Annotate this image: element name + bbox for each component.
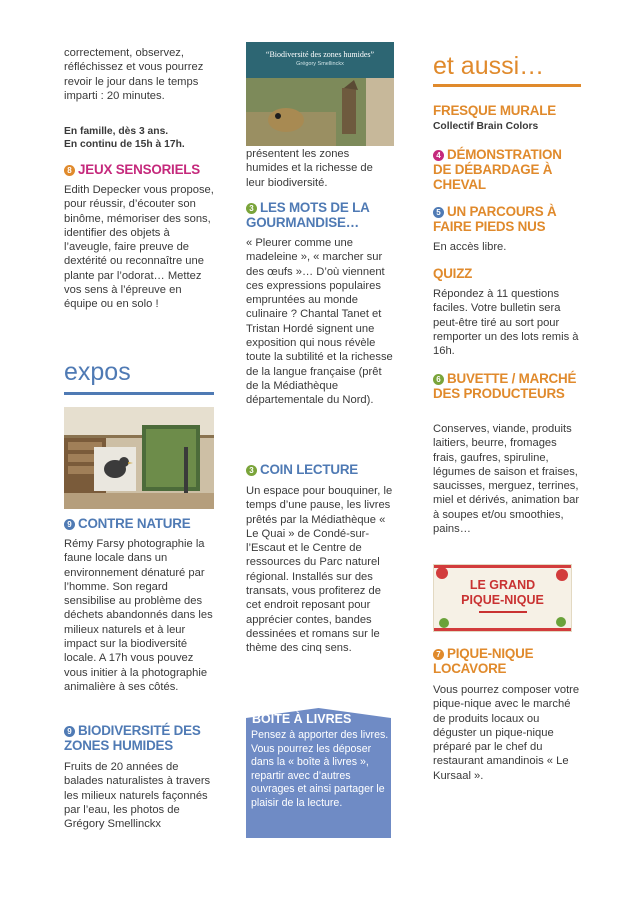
- banner-line2: PIQUE-NIQUE: [461, 593, 544, 607]
- coin-lecture-heading: [246, 462, 396, 477]
- jeux-heading: [64, 162, 224, 177]
- contre-nature-text: Rémy Farsy photographie la faune locale dans un environnement dénaturé par l’homme. Son regard sensibilise au problème des déchets abandonnés dans les milieux naturels et à leur impact sur la biodiversité locale. A 17h vous pouvez vous initier à la photographie animalière à ses côtés.: [64, 538, 213, 693]
- pique-nique-heading: [433, 646, 581, 676]
- banner-underline: [479, 611, 527, 613]
- number-badge: 5: [433, 207, 444, 218]
- expos-title: expos: [64, 358, 131, 386]
- continu-note: En continu de 15h à 17h.: [64, 139, 185, 150]
- mots-heading: [246, 200, 396, 230]
- et-aussi-rule: [433, 84, 581, 87]
- pique-nique-title: PIQUE-NIQUE LOCAVORE: [433, 646, 534, 676]
- contre-nature-heading: [64, 516, 224, 531]
- parcours-heading: [433, 204, 581, 234]
- number-badge: 7: [433, 649, 444, 660]
- boite-a-livres-title: BOÎTE À LIVRES: [252, 712, 352, 726]
- jeux-title: JEUX SENSORIELS: [78, 162, 201, 177]
- biodiversite-heading: [64, 723, 224, 753]
- parcours-title: UN PARCOURS À FAIRE PIEDS NUS: [433, 204, 557, 234]
- intro-text: correctement, observez, réfléchissez et vous pourrez revoir le jour dans le temps imparti : 20 minutes.: [64, 47, 204, 102]
- biodiversite-text: Fruits de 20 années de balades naturalistes à travers les milieux naturels façonnés par l’eau, les photos de Grégory Smellinckx: [64, 761, 211, 831]
- famille-note: En famille, dès 3 ans.: [64, 126, 169, 137]
- number-badge: 3: [246, 203, 257, 214]
- gallery-photo: [64, 407, 214, 509]
- parcours-text: En accès libre.: [433, 241, 507, 253]
- expos-rule: [64, 392, 214, 395]
- quizz-text: Répondez à 11 questions faciles. Votre bulletin sera peut-être tiré au sort pour remporter un des lots remis à 16h.: [433, 288, 579, 358]
- jeux-text: Edith Depecker vous propose, pour réussir, d’écouter son binôme, mémoriser des sons, identifier des objets à l’aveugle, faire preuve de dextérité ou reconnaître une plante par l’odorat… Mettez vos sens à l’épreuve en équipe ou en solo !: [64, 184, 214, 311]
- book-cover-title: “Biodiversité des zones humides”: [265, 50, 375, 59]
- mots-title: LES MOTS DE LA GOURMANDISE…: [246, 200, 370, 230]
- biodiversite-title: BIODIVERSITÉ DES ZONES HUMIDES: [64, 723, 201, 753]
- debardage-title: DÉMONSTRATION DE DÉBARDAGE À CHEVAL: [433, 147, 562, 192]
- book-cover: [246, 42, 394, 146]
- number-badge: 9: [64, 726, 75, 737]
- number-badge: 3: [246, 465, 257, 476]
- banner-line1: LE GRAND: [469, 578, 536, 592]
- et-aussi-title: et aussi…: [433, 52, 545, 80]
- fresque-title: FRESQUE MURALE: [433, 103, 556, 118]
- contre-nature-title: CONTRE NATURE: [78, 516, 191, 531]
- fresque-sub: Collectif Brain Colors: [433, 121, 539, 132]
- coin-lecture-title: COIN LECTURE: [260, 462, 359, 477]
- buvette-title: BUVETTE / MARCHÉ DES PRODUCTEURS: [433, 371, 577, 401]
- gallery-illustration: [64, 407, 214, 509]
- boite-a-livres-text: Pensez à apporter des livres. Vous pourrez les déposer dans la « boîte à livres », repartir avec d’autres ouvrages et ainsi partager le plaisir de la lecture.: [251, 729, 389, 809]
- number-badge: 8: [64, 165, 75, 176]
- zones-humides-continued: présentent les zones humides et la richesse de leur biodiversité.: [246, 148, 373, 189]
- book-cover-subtitle: Grégory Smellinckx: [296, 61, 344, 67]
- coin-lecture-text: Un espace pour bouquiner, le temps d’une pause, les livres prêtés par la Médiathèque « Le Quai » de Condé-sur-l’Escaut et le Centre de ressources du Parc naturel régional. Installés sur des transats, vous profiterez de cet endroit reposant pour apprécier contes, bandes dessinées et romans sur le thème des cinq sens.: [246, 485, 393, 655]
- quizz-title: QUIZZ: [433, 266, 473, 281]
- number-badge: 6: [433, 374, 444, 385]
- debardage-heading: [433, 147, 581, 192]
- mots-text: « Pleurer comme une madeleine », « marcher sur des œufs »… D’où viennent ces expressions populaires empruntées au monde culinaire ? Chantal Tanet et Tristan Hordé signent une exposition qui nous révèle toute la subtilité et la richesse de la langue française (prêt de la Médiathèque départementale du Nord).: [246, 237, 393, 407]
- number-badge: 9: [64, 519, 75, 530]
- number-badge: 4: [433, 150, 444, 161]
- pique-nique-text: Vous pourrez composer votre pique-nique avec le marché de produits locaux ou déguster un pique-nique préparé par le chef du restaurant amandinois « Le Kursaal ».: [433, 684, 580, 782]
- pique-nique-banner: [433, 564, 572, 632]
- buvette-text: Conserves, viande, produits laitiers, beurre, fromages frais, gaufres, spiruline, légumes de saison et fraises, saucisses, merguez, terrines, miel et dérivés, animation bar à soupes et/ou smoothies, pains…: [433, 423, 580, 536]
- buvette-heading: [433, 371, 581, 401]
